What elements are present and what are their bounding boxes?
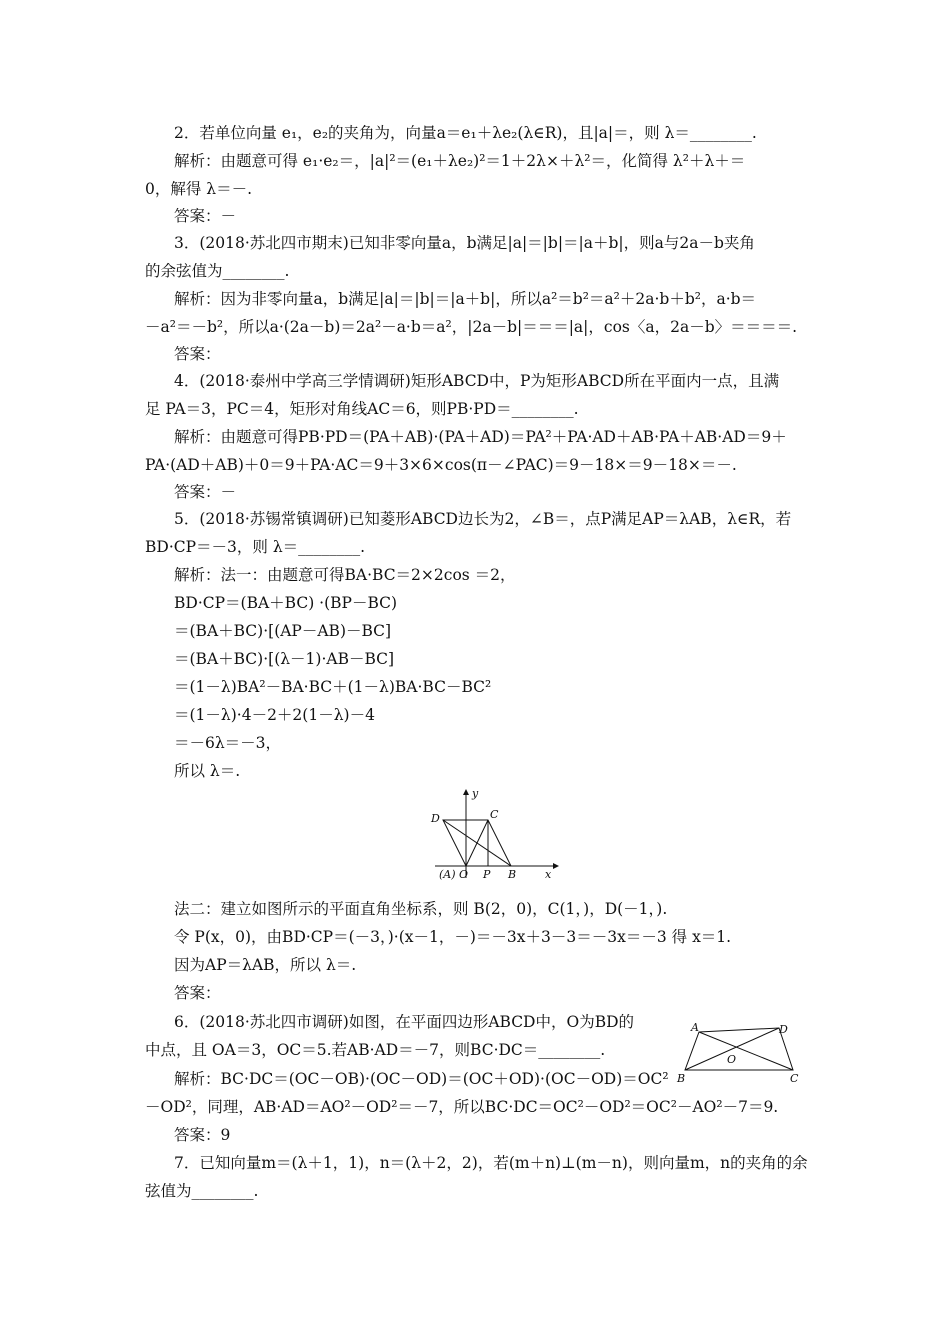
x-axis-arrow: [553, 863, 559, 869]
problem-5-solution-method2: 法二：建立如图所示的平面直角坐标系，则 B(2，0)，C(1，)，D(－1，).: [174, 900, 668, 918]
point-P-label: P: [483, 868, 491, 880]
problem-5-statement: 5．(2018·苏锡常镇调研)已知菱形ABCD边长为2，∠B＝，点P满足AP＝λAB，λ∈R，若: [174, 510, 792, 528]
y-axis-label: y: [472, 787, 479, 800]
point-B-label: B: [508, 868, 517, 880]
problem-4-statement: 4．(2018·泰州中学高三学情调研)矩形ABCD中，P为矩形ABCD所在平面内一点，且满: [174, 372, 780, 390]
problem-5-conclusion: 所以 λ＝.: [174, 762, 241, 780]
quadrilateral-figure: [675, 1018, 805, 1086]
problem-6-solution-cont: －OD²，同理，AB·AD＝AO²－OD²＝－7，所以BC·DC＝OC²－OD²＝OC²－AO²－7＝9.: [145, 1098, 779, 1116]
problem-2-solution-cont: 0，解得 λ＝－.: [145, 180, 253, 198]
x-axis-label: x: [545, 868, 552, 880]
problem-2-solution: 解析：由题意可得 e₁·e₂＝，|a|²＝(e₁＋λe₂)²＝1＋2λ×＋λ²＝，化简得 λ²＋λ＋＝: [174, 152, 746, 170]
problem-7-statement: 7．已知向量m＝(λ＋1，1)，n＝(λ＋2，2)，若(m＋n)⊥(m－n)，则向量m，n的夹角的余: [174, 1154, 808, 1172]
problem-4-answer: 答案：－: [174, 483, 237, 501]
point-O-label: O: [727, 1053, 737, 1066]
point-D-label: D: [779, 1023, 788, 1036]
point-B-label: B: [677, 1072, 686, 1085]
y-axis-arrow: [463, 789, 469, 795]
problem-5-derivation-step: BD·CP＝(BA＋BC) ·(BP－BC): [174, 594, 398, 612]
point-C-label: C: [490, 808, 499, 821]
problem-3-solution-cont: －a²＝－b²，所以a·(2a－b)＝2a²－a·b＝a²，|2a－b|＝＝＝|a|，cos〈a，2a－b〉＝＝＝＝.: [145, 318, 798, 336]
problem-4-statement-cont: 足 PA＝3，PC＝4，矩形对角线AC＝6，则PB·PD＝________.: [145, 400, 579, 418]
point-C-label: C: [790, 1072, 799, 1085]
point-A-label: A: [691, 1021, 699, 1034]
problem-5-derivation-step: ＝(1－λ)BA²－BA·BC＋(1－λ)BA·BC－BC²: [174, 678, 492, 696]
problem-6-statement-cont: 中点，且 OA＝3，OC＝5.若AB·AD＝－7，则BC·DC＝________.: [145, 1041, 606, 1059]
problem-5-statement-cont: BD·CP＝－3，则 λ＝________.: [145, 538, 366, 556]
problem-7-statement-cont: 弦值为________.: [145, 1182, 259, 1200]
problem-4-solution-cont: PA·(AD＋AB)＋0＝9＋PA·AC＝9＋3×6×cos(π－∠PAC)＝9－18×＝9－18×＝－.: [145, 456, 737, 474]
diagonal-AC: [466, 820, 488, 866]
problem-5-derivation-step: ＝－6λ＝－3，: [174, 734, 282, 752]
problem-5-solution-method1: 解析：法一：由题意可得BA·BC＝2×2cos ＝2，: [174, 566, 516, 584]
problem-2-answer: 答案：－: [174, 207, 237, 225]
problem-5-derivation-step: ＝(BA＋BC)·[(λ－1)·AB－BC]: [174, 650, 395, 668]
problem-5-derivation-step: ＝(BA＋BC)·[(AP－AB)－BC]: [174, 622, 392, 640]
problem-2-statement: 2．若单位向量 e₁，e₂的夹角为，向量a＝e₁＋λe₂(λ∈R)，且|a|＝，则 λ＝________.: [174, 124, 757, 142]
problem-3-solution: 解析：因为非零向量a，b满足|a|＝|b|＝|a＋b|，所以a²＝b²＝a²＋2a·b＋b²，a·b＝: [174, 290, 757, 308]
problem-4-solution: 解析：由题意可得PB·PD＝(PA＋AB)·(PA＋AD)＝PA²＋PA·AD＋AB·PA＋AB·AD＝9＋: [174, 428, 787, 446]
segment-AC: [699, 1032, 793, 1070]
point-D-label: D: [431, 812, 440, 825]
problem-3-answer: 答案：: [174, 345, 221, 363]
problem-5-method2-step: 因为AP＝λAB，所以 λ＝.: [174, 956, 357, 974]
problem-6-answer: 答案：9: [174, 1126, 231, 1144]
problem-6-solution: 解析：BC·DC＝(OC－OB)·(OC－OD)＝(OC＋OD)·(OC－OD)＝OC²: [174, 1070, 669, 1088]
problem-5-method2-step: 令 P(x，0)，由BD·CP＝(－3，)·(x－1，－)＝－3x＋3－3＝－3x＝－3 得 x＝1.: [174, 928, 732, 946]
problem-3-statement: 3．(2018·苏北四市期末)已知非零向量a，b满足|a|＝|b|＝|a＋b|，则a与2a－b夹角: [174, 234, 755, 252]
problem-5-derivation-step: ＝(1－λ)·4－2＋2(1－λ)－4: [174, 706, 375, 724]
coordinate-figure: [425, 786, 560, 880]
origin-label: (A) O: [439, 868, 469, 880]
problem-6-statement: 6．(2018·苏北四市调研)如图，在平面四边形ABCD中，O为BD的: [174, 1013, 635, 1031]
problem-3-statement-cont: 的余弦值为________.: [145, 262, 290, 280]
problem-5-answer: 答案：: [174, 984, 221, 1002]
